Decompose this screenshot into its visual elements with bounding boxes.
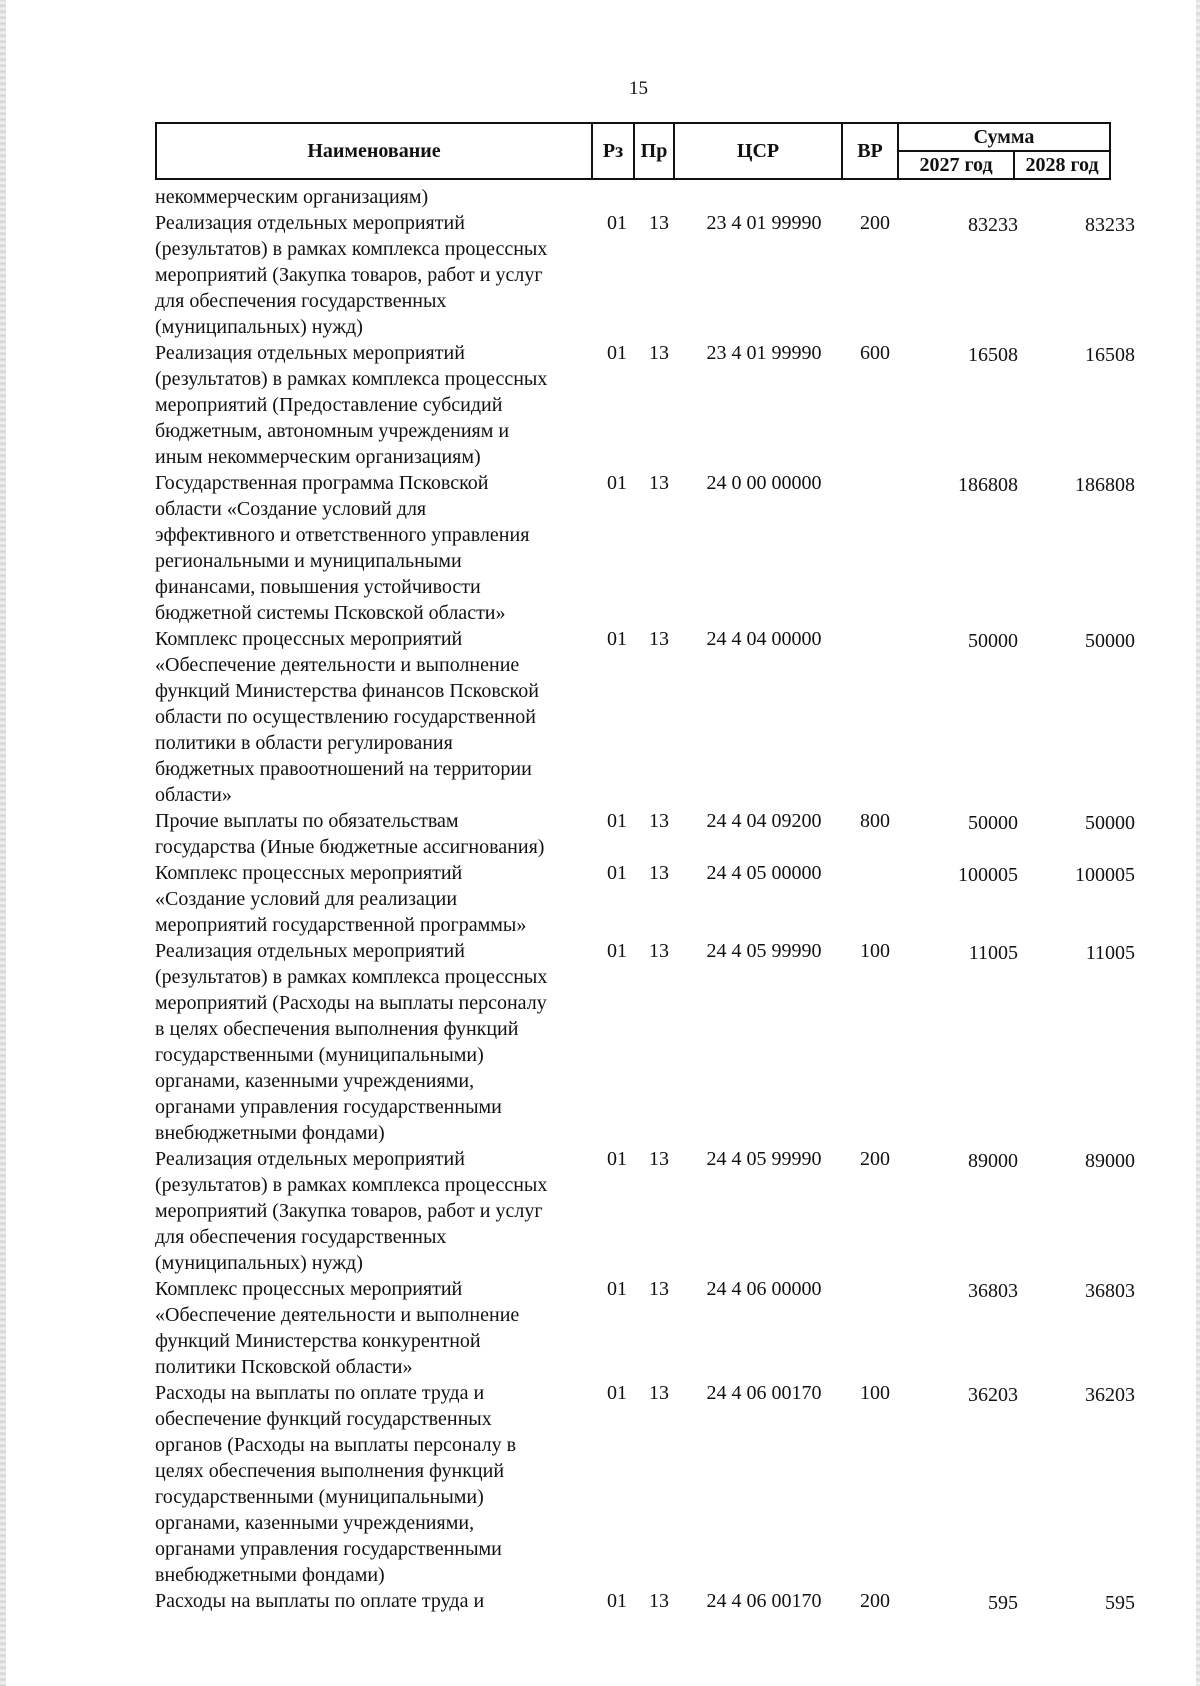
table-row [155, 1588, 1135, 1616]
row-csr: 23 4 01 99990 [706, 342, 822, 364]
row-sum-2028: 50000 [1085, 630, 1135, 652]
row-sum-2028 [1018, 184, 1135, 186]
row-pr: 13 [649, 940, 669, 962]
row-csr: 24 4 04 00000 [706, 628, 822, 650]
row-rz: 01 [607, 940, 627, 962]
row-pr: 13 [649, 862, 669, 884]
row-vr: 800 [860, 810, 890, 832]
row-sum-2028: 50000 [1085, 812, 1135, 834]
row-vr: 100 [860, 940, 890, 962]
table-row [155, 210, 1135, 340]
row-name: Комплекс процессных мероприятий «Создание условий для реализации мероприятий государственной программы» [155, 862, 527, 936]
row-rz: 01 [607, 1590, 627, 1612]
row-sum-2027: 186808 [958, 474, 1018, 496]
row-vr: 100 [860, 1382, 890, 1404]
row-name: Комплекс процессных мероприятий «Обеспечение деятельности и выполнение функций Министерства конкурентной политики Псковской области» [155, 1278, 520, 1378]
row-pr: 13 [649, 810, 669, 832]
row-sum-2028: 186808 [1075, 474, 1135, 496]
row-sum-2027: 100005 [958, 864, 1018, 886]
row-pr: 13 [649, 1148, 669, 1170]
row-rz: 01 [607, 1382, 627, 1404]
row-name: Реализация отдельных мероприятий (результатов) в рамках комплекса процессных мероприятий (Закупка товаров, работ и услуг для обеспечения государственных (муниципальных) нужд) [155, 212, 548, 338]
row-name: Расходы на выплаты по оплате труда и обеспечение функций государственных органов (Расходы на выплаты персоналу в целях обеспечения выполнения функций государственными (муниципальными) органами, казенными учреждениями, органами управления государственными внебюджетными фондами) [155, 1382, 517, 1586]
row-csr: 24 4 06 00170 [706, 1590, 822, 1612]
row-name: Реализация отдельных мероприятий (результатов) в рамках комплекса процессных мероприятий (Расходы на выплаты персоналу в целях обеспечения выполнения функций государственными (муниципальными) органами, казенными учреждениями, органами управления государственными внебюджетными фондами) [155, 940, 548, 1144]
row-sum-2027: 50000 [968, 630, 1018, 652]
row-sum-2028: 595 [1105, 1592, 1135, 1614]
row-pr: 13 [649, 1382, 669, 1404]
row-rz: 01 [607, 862, 627, 884]
row-sum-2027: 16508 [968, 344, 1018, 366]
row-sum-2028: 89000 [1085, 1150, 1135, 1172]
row-sum-2027: 11005 [968, 942, 1018, 964]
row-sum-2027: 83233 [968, 214, 1018, 236]
row-sum-2027: 89000 [968, 1150, 1018, 1172]
row-pr: 13 [649, 342, 669, 364]
row-sum-2028: 36803 [1085, 1280, 1135, 1302]
row-rz: 01 [607, 1278, 627, 1300]
row-sum-2027: 50000 [968, 812, 1018, 834]
table-row [155, 808, 1135, 860]
row-name: Расходы на выплаты по оплате труда и [155, 1590, 485, 1612]
header-year-2028: 2028 год [1014, 151, 1110, 179]
row-sum-2028: 16508 [1085, 344, 1135, 366]
table-row [155, 938, 1135, 1146]
row-name: Комплекс процессных мероприятий «Обеспечение деятельности и выполнение функций Министерства финансов Псковской области по осуществлению государственной политики в области регулирования бюджетных правоотношений на территории области» [155, 628, 539, 806]
row-rz: 01 [607, 342, 627, 364]
row-csr: 24 0 00 00000 [706, 472, 822, 494]
row-sum-2027 [903, 184, 1018, 186]
row-name: некоммерческим организациям) [155, 186, 429, 208]
table-row [155, 1146, 1135, 1276]
scan-edge-left [0, 0, 6, 1686]
row-sum-2028: 83233 [1085, 214, 1135, 236]
row-sum-2028: 36203 [1085, 1384, 1135, 1406]
header-vr: ВР [842, 123, 898, 179]
row-pr: 13 [649, 1278, 669, 1300]
row-vr: 600 [860, 342, 890, 364]
table-row [155, 1276, 1135, 1380]
header-year-2027: 2027 год [898, 151, 1014, 179]
row-sum-2027: 595 [988, 1592, 1018, 1614]
row-pr: 13 [649, 212, 669, 234]
row-vr: 200 [860, 1590, 890, 1612]
row-name: Реализация отдельных мероприятий (результатов) в рамках комплекса процессных мероприятий (Предоставление субсидий бюджетным, автономным учреждениям и иным некоммерческим организациям) [155, 342, 548, 468]
row-sum-2027: 36203 [968, 1384, 1018, 1406]
row-rz: 01 [607, 1148, 627, 1170]
row-csr: 24 4 06 00000 [706, 1278, 822, 1300]
row-rz: 01 [607, 628, 627, 650]
table-row [155, 860, 1135, 938]
table-row [155, 1380, 1135, 1588]
table-row [155, 340, 1135, 470]
row-rz: 01 [607, 472, 627, 494]
row-vr: 200 [860, 1148, 890, 1170]
row-csr: 24 4 04 09200 [706, 810, 822, 832]
row-sum-2028: 11005 [1085, 942, 1135, 964]
row-pr: 13 [649, 1590, 669, 1612]
row-csr: 23 4 01 99990 [706, 212, 822, 234]
row-rz: 01 [607, 810, 627, 832]
header-csr: ЦСР [674, 123, 842, 179]
header-pr: Пр [634, 123, 674, 179]
table-row [155, 470, 1135, 626]
row-vr: 200 [860, 212, 890, 234]
header-rz: Рз [592, 123, 634, 179]
row-sum-2028: 100005 [1075, 864, 1135, 886]
row-name: Прочие выплаты по обязательствам государства (Иные бюджетные ассигнования) [155, 810, 545, 858]
scan-edge-right [1196, 0, 1200, 1686]
row-pr: 13 [649, 472, 669, 494]
row-rz: 01 [607, 212, 627, 234]
table-row [155, 626, 1135, 808]
row-name: Государственная программа Псковской области «Создание условий для эффективного и ответственного управления региональными и муниципальными финансами, повышения устойчивости бюджетной системы Псковской области» [155, 472, 530, 624]
row-pr: 13 [649, 628, 669, 650]
row-csr: 24 4 05 00000 [706, 862, 822, 884]
row-sum-2027: 36803 [968, 1280, 1018, 1302]
table-row [155, 184, 1135, 210]
page-number: 15 [629, 78, 648, 99]
table-header [155, 122, 1111, 180]
row-name: Реализация отдельных мероприятий (результатов) в рамках комплекса процессных мероприятий (Закупка товаров, работ и услуг для обеспечения государственных (муниципальных) нужд) [155, 1148, 548, 1274]
row-csr: 24 4 06 00170 [706, 1382, 822, 1404]
table-body [155, 184, 1135, 1616]
row-csr: 24 4 05 99990 [706, 1148, 822, 1170]
row-csr: 24 4 05 99990 [706, 940, 822, 962]
header-sum: Сумма [898, 123, 1110, 151]
header-name: Наименование [156, 123, 592, 179]
